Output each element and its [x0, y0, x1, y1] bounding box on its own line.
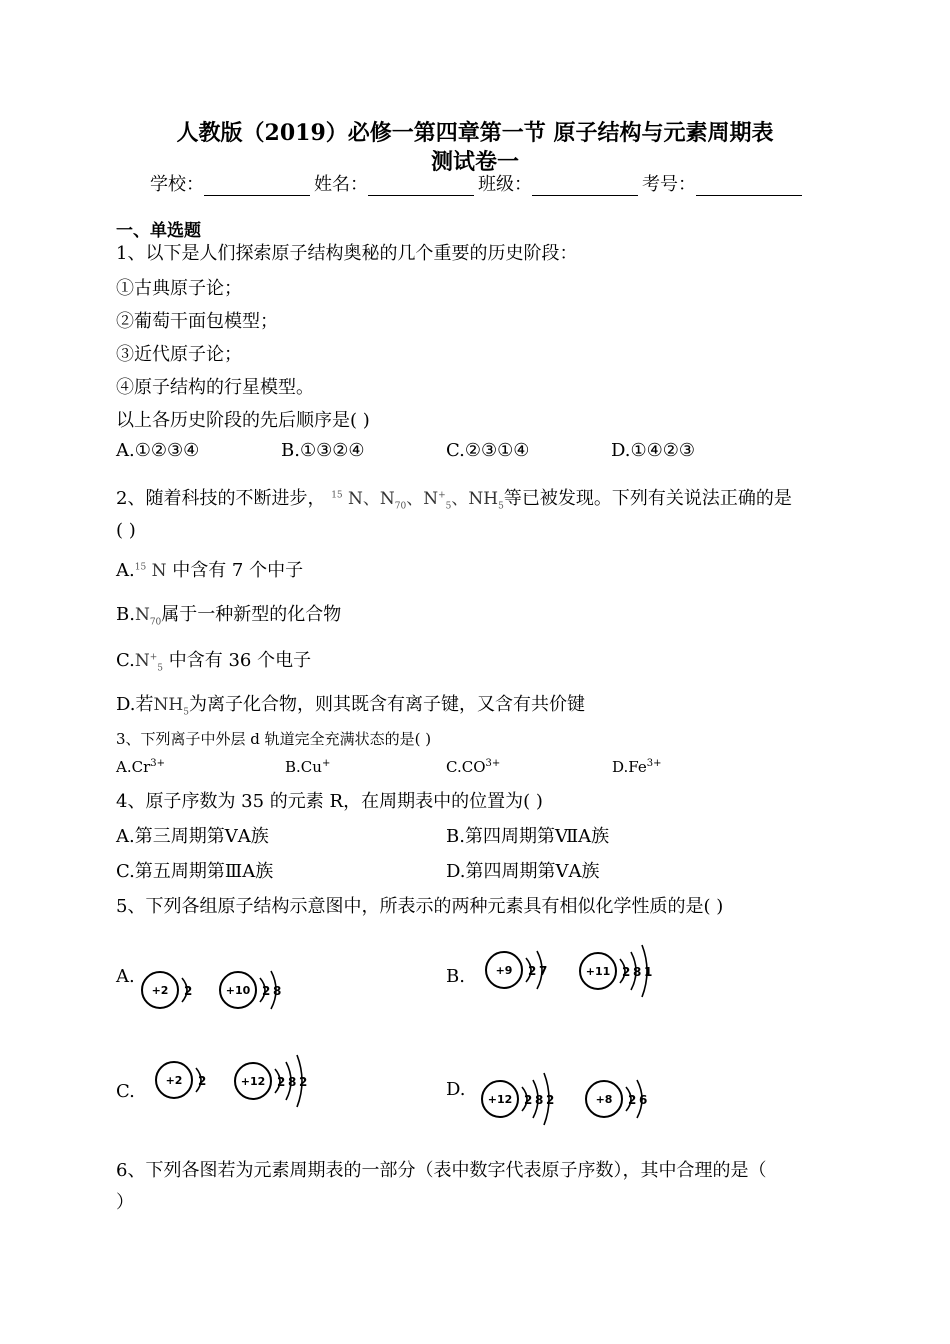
electron-count: 2 [299, 1075, 308, 1089]
q2-tail-text: 等已被发现。下列有关说法正确的是 [503, 488, 792, 509]
electron-count: 1 [644, 965, 653, 979]
n15-symbol: $^{15}$ N [134, 561, 167, 581]
q6-stem: 6、下列各图若为元素周期表的一部分（表中数字代表原子序数），其中合理的是（ [116, 1160, 767, 1181]
electron-count: 6 [639, 1093, 648, 1107]
q4-option-d[interactable]: D.第四周期第ⅤA族 [446, 861, 600, 882]
q6-stem-end: ） [116, 1192, 134, 1213]
class-label: 班级： [478, 174, 532, 195]
q1-item: ①古典原子论； [116, 278, 242, 299]
section-heading: 一、单选题 [116, 221, 201, 241]
electron-count: 2 [262, 984, 271, 998]
q2-option-a[interactable]: A.$^{15}$ N 中含有 7 个中子 [116, 560, 304, 581]
name-blank[interactable] [368, 177, 474, 196]
q4-stem: 4、原子序数为 35 的元素 R，在周期表中的位置为( ) [116, 791, 543, 812]
atom-diagram-c2 [233, 1052, 343, 1110]
electron-count: 2 [198, 1074, 207, 1088]
n70-symbol: $N_{70}$ [379, 489, 407, 512]
electron-count: 2 [277, 1075, 286, 1089]
q1-option-b[interactable]: B.①③②④ [281, 440, 365, 461]
q3-option-d[interactable]: $D.Fe^{3+}$ [612, 758, 662, 776]
separator: 、 [451, 489, 469, 509]
q1-option-d[interactable]: D.①④②③ [611, 440, 696, 461]
electron-count: 2 [622, 965, 631, 979]
electron-count: 2 [546, 1093, 555, 1107]
nh5-symbol: $NH_5$ [468, 489, 504, 512]
electron-count: 2 [628, 1093, 637, 1107]
n5-plus-symbol: $N^+_5$ [423, 489, 452, 512]
electron-count: 2 [528, 964, 537, 978]
q2-option-d[interactable]: D.若$NH_5$为离子化合物，则其既含有离子键，又含有共价键 [116, 694, 585, 718]
n5-plus-symbol: $N^+_5$ [134, 651, 164, 674]
electron-count: 8 [633, 965, 642, 979]
atom-diagram-a2 [218, 965, 318, 1015]
name-label: 姓名： [314, 174, 368, 195]
school-blank[interactable] [204, 177, 310, 196]
exam-number-blank[interactable] [696, 177, 802, 196]
electron-count: 2 [184, 984, 193, 998]
q4-option-a[interactable]: A.第三周期第ⅤA族 [116, 826, 269, 847]
q5-option-a-label[interactable]: A. [116, 966, 135, 987]
q1-option-a[interactable]: A.①②③④ [116, 440, 200, 461]
atom-diagram-a1 [140, 968, 210, 1012]
q2-stem [116, 484, 792, 510]
electron-count: 8 [535, 1093, 544, 1107]
q1-item: ③近代原子论； [116, 344, 242, 365]
n15-symbol: $^{15}$ N [331, 489, 363, 509]
atom-diagram-d1 [480, 1070, 590, 1128]
q1-item: ④原子结构的行星模型。 [116, 377, 314, 398]
atom-diagram-b2 [578, 936, 688, 1006]
q1-question: 以上各历史阶段的先后顺序是( ) [116, 410, 370, 431]
q4-option-c[interactable]: C.第五周期第ⅢA族 [116, 861, 274, 882]
nucleus-charge: +12 [240, 1075, 266, 1088]
q5-stem: 5、下列各组原子结构示意图中，所表示的两种元素具有相似化学性质的是( ) [116, 896, 724, 917]
electron-count: 8 [288, 1075, 297, 1089]
nucleus-charge: +10 [225, 984, 251, 997]
n70-symbol: $N_{70}$ [134, 605, 162, 628]
q2-option-c[interactable]: $C.N^+_5$ 中含有 36 个电子 [116, 650, 312, 674]
electron-count: 2 [524, 1093, 533, 1107]
q5-option-d-label[interactable]: D. [446, 1079, 466, 1100]
nh5-symbol: $NH_5$ [153, 695, 189, 718]
q3-option-b[interactable]: B.Cu+ [285, 758, 331, 776]
q3-option-a[interactable]: $A.Cr^{3+}$ [116, 758, 165, 776]
atom-diagram-d2 [584, 1074, 684, 1124]
page-title: 人教版（2019）必修一第四章第一节 原子结构与元素周期表 [176, 120, 774, 146]
nucleus-charge: +2 [151, 984, 169, 997]
q1-item: ②葡萄干面包模型； [116, 311, 278, 332]
electron-count: 7 [539, 964, 548, 978]
atom-diagram-c1 [154, 1058, 224, 1102]
separator: 、 [362, 489, 380, 509]
q5-option-c-label[interactable]: C. [116, 1081, 135, 1102]
q2-lead-text: 2、随着科技的不断进步， [116, 488, 326, 509]
q1-option-c[interactable]: C.②③①④ [446, 440, 530, 461]
student-info-line [150, 170, 806, 196]
q2-paren: ( ) [116, 520, 136, 541]
exam-number-label: 考号： [642, 174, 696, 195]
page-subtitle: 测试卷一 [430, 149, 519, 175]
school-label: 学校： [150, 174, 204, 195]
atom-diagram-b1 [484, 943, 584, 997]
q2-option-b[interactable]: $B.N_{70}$属于一种新型的化合物 [116, 604, 342, 628]
q3-stem: 3、下列离子中外层 d 轨道完全充满状态的是( ) [116, 730, 432, 748]
nucleus-charge: +11 [585, 965, 611, 978]
q3-option-c[interactable]: $C.CO^{3+}$ [446, 758, 501, 776]
q1-stem: 1、以下是人们探索原子结构奥秘的几个重要的历史阶段： [116, 243, 578, 264]
electron-count: 8 [273, 984, 282, 998]
q4-option-b[interactable]: B.第四周期第ⅦA族 [446, 826, 610, 847]
nucleus-charge: +8 [595, 1093, 613, 1106]
class-blank[interactable] [532, 177, 638, 196]
nucleus-charge: +9 [495, 964, 513, 977]
nucleus-charge: +2 [165, 1074, 183, 1087]
q5-option-b-label[interactable]: B. [446, 966, 465, 987]
separator: 、 [406, 489, 424, 509]
nucleus-charge: +12 [487, 1093, 513, 1106]
